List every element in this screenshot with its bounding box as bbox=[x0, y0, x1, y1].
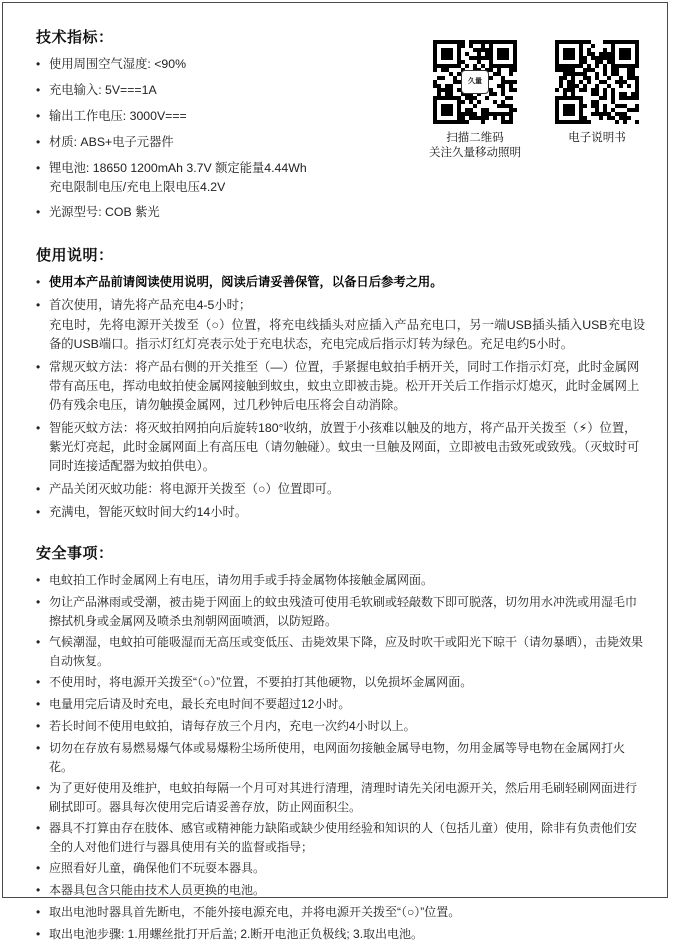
bullet-icon: • bbox=[36, 573, 41, 587]
safety-item bbox=[36, 779, 645, 816]
safety-item-text: 勿让产品淋雨或受潮，被击毙于网面上的蚊虫残渣可使用毛软刷或轻敲数下即可脱落，切勿用水冲洗或用湿毛巾擦拭机身或金属网及喷杀虫剂朝网面喷洒，以防短路。 bbox=[49, 595, 638, 628]
safety-item-text: 若长时间不使用电蚊拍，请每存放三个月内，充电一次约4小时以上。 bbox=[49, 719, 416, 733]
safety-item bbox=[36, 633, 645, 670]
usage-item bbox=[36, 503, 645, 522]
bullet-icon: • bbox=[36, 360, 41, 374]
spec-item-continuation bbox=[49, 178, 405, 196]
bullet-icon: • bbox=[36, 298, 41, 312]
safety-item bbox=[36, 819, 645, 856]
safety-item-text: 气候潮湿，电蚊拍可能吸湿而无高压或变低压、击毙效果下降，应及时吹干或阳光下晾干（请勿暴晒），击毙效果自动恢复。 bbox=[49, 635, 644, 668]
usage-list bbox=[36, 273, 645, 522]
usage-item-text: 常规灭蚊方法：将产品右侧的开关推至（—）位置，手紧握电蚊拍手柄开关，同时工作指示灯亮，此时金属网带有高压电，挥动电蚊拍使金属网接触到蚊虫，蚊虫立即被击毙。松开开关后工作指示灯熄灭，此时金属网上仍有残余电压，请勿触摸金属网，过几秒钟后电压将会自动消除。 bbox=[49, 360, 640, 412]
bullet-icon: • bbox=[36, 821, 41, 835]
qr-caption-line1: 扫描二维码 bbox=[446, 132, 504, 144]
bullet-continuation-line: 充电时，先将电源开关拨至（○）位置，将充电线插头对应插入产品充电口，另一端USB插头插入USB充电设备的USB端口。指示灯红灯亮表示处于充电状态，充电完成后指示灯转为绿色。充足电约5小时。 bbox=[49, 318, 645, 351]
safety-item bbox=[36, 739, 645, 776]
bullet-continuation-line: 充电限制电压/充电上限电压4.2V bbox=[49, 180, 226, 194]
bullet-icon: • bbox=[36, 482, 41, 496]
bullet-icon: • bbox=[36, 697, 41, 711]
section-tech-specs bbox=[36, 26, 645, 222]
bullet-icon: • bbox=[36, 595, 41, 609]
spec-item-text: 输出工作电压: 3000V=== bbox=[49, 109, 187, 123]
spec-item-text: 光源型号: COB 紫光 bbox=[49, 205, 160, 219]
safety-item bbox=[36, 903, 645, 922]
bullet-icon: • bbox=[36, 675, 41, 689]
spec-item-text: 使用周围空气湿度: <90% bbox=[49, 57, 187, 71]
safety-item bbox=[36, 695, 645, 714]
usage-item-text: 智能灭蚊方法：将灭蚊拍网拍向后旋转180°收纳，放置于小孩难以触及的地方，将产品开关拨至（⚡）位置，紫光灯亮起，此时金属网面上有高压电（请勿触碰）。蚊虫一旦触及网面，立即被电击致死或致残。（灭蚊时可同时连接适配器为蚊拍供电）。 bbox=[49, 421, 640, 473]
qr-caption-line2: 关注久量移动照明 bbox=[429, 147, 521, 159]
usage-item bbox=[36, 358, 645, 415]
safety-item-text: 本器具包含只能由技术人员更换的电池。 bbox=[49, 883, 266, 897]
safety-item-text: 不使用时，将电源开关拨至“（○）”位置，不要拍打其他硬物，以免损坏金属网面。 bbox=[49, 675, 473, 689]
spec-item bbox=[36, 159, 645, 196]
safety-item-text: 切勿在存放有易燃易爆气体或易爆粉尘场所使用，电网面勿接触金属导电物，勿用金属等导电物在金属网打火花。 bbox=[49, 741, 626, 774]
usage-item bbox=[36, 419, 645, 476]
tech-specs-list bbox=[36, 55, 645, 222]
bullet-icon: • bbox=[36, 883, 41, 897]
usage-item-text: 充满电，智能灭蚊时间大约14小时。 bbox=[49, 505, 248, 519]
spec-item bbox=[36, 133, 645, 152]
bullet-icon: • bbox=[36, 83, 41, 97]
qr-caption-line1: 电子说明书 bbox=[568, 132, 626, 144]
usage-item-continuation bbox=[49, 316, 645, 354]
section-usage bbox=[36, 244, 645, 522]
usage-heading: 使用说明： bbox=[36, 247, 114, 264]
bullet-icon: • bbox=[36, 719, 41, 733]
safety-item bbox=[36, 673, 645, 692]
safety-heading: 安全事项： bbox=[36, 545, 114, 562]
spec-item bbox=[36, 107, 645, 126]
bullet-icon: • bbox=[36, 781, 41, 795]
usage-item-text: 产品关闭灭蚊功能：将电源开关拨至（○）位置即可。 bbox=[49, 482, 340, 496]
bullet-icon: • bbox=[36, 905, 41, 919]
bullet-icon: • bbox=[36, 927, 41, 941]
tech-specs-heading: 技术指标： bbox=[36, 29, 114, 46]
bullet-icon: • bbox=[36, 505, 41, 519]
section-safety bbox=[36, 542, 645, 944]
spec-item bbox=[36, 55, 645, 74]
spec-item-text: 锂电池: 18650 1200mAh 3.7V 额定能量4.44Wh bbox=[49, 161, 307, 175]
bullet-icon: • bbox=[36, 161, 41, 175]
qr-center-logo: 久量 bbox=[461, 70, 489, 94]
safety-list bbox=[36, 571, 645, 944]
safety-item bbox=[36, 717, 645, 736]
safety-item bbox=[36, 593, 645, 630]
usage-item-text: 使用本产品前请阅读使用说明，阅读后请妥善保管，以备日后参考之用。 bbox=[49, 275, 443, 289]
bullet-icon: • bbox=[36, 741, 41, 755]
bullet-icon: • bbox=[36, 635, 41, 649]
bullet-icon: • bbox=[36, 57, 41, 71]
bullet-icon: • bbox=[36, 421, 41, 435]
usage-item-text: 首次使用，请先将产品充电4-5小时； bbox=[49, 298, 252, 312]
usage-item bbox=[36, 480, 645, 499]
safety-item-text: 器具不打算由存在肢体、感官或精神能力缺陷或缺少使用经验和知识的人（包括儿童）使用，除非有负责他们安全的人对他们进行与器具使用有关的监督或指导； bbox=[49, 821, 638, 854]
safety-item-text: 为了更好使用及维护，电蚊拍每隔一个月可对其进行清理，清理时请先关闭电源开关，然后用毛刷轻刷网面进行刷拭即可。器具每次使用完后请妥善存放，防止网面积尘。 bbox=[49, 781, 638, 814]
bullet-icon: • bbox=[36, 861, 41, 875]
usage-item bbox=[36, 273, 645, 292]
bullet-icon: • bbox=[36, 109, 41, 123]
usage-item bbox=[36, 296, 645, 354]
safety-item-text: 电蚊拍工作时金属网上有电压，请勿用手或手持金属物体接触金属网面。 bbox=[49, 573, 434, 587]
safety-item bbox=[36, 881, 645, 900]
bullet-icon: • bbox=[36, 275, 41, 289]
safety-item-text: 取出电池步骤: 1.用螺丝批打开后盖; 2.断开电池正负极线; 3.取出电池。 bbox=[49, 927, 424, 941]
bullet-icon: • bbox=[36, 135, 41, 149]
spec-item-text: 材质: ABS+电子元器件 bbox=[49, 135, 174, 149]
safety-item bbox=[36, 571, 645, 590]
safety-item-text: 取出电池时器具首先断电，不能外接电源充电，并将电源开关拨至“（○）”位置。 bbox=[49, 905, 461, 919]
safety-item-text: 应照看好儿童，确保他们不玩耍本器具。 bbox=[49, 861, 266, 875]
safety-item bbox=[36, 859, 645, 878]
spec-item bbox=[36, 203, 645, 222]
safety-item-text: 电量用完后请及时充电，最长充电时间不要超过12小时。 bbox=[49, 697, 351, 711]
spec-item-text: 充电输入: 5V===1A bbox=[49, 83, 157, 97]
safety-item bbox=[36, 925, 645, 944]
spec-item bbox=[36, 81, 645, 100]
bullet-icon: • bbox=[36, 205, 41, 219]
